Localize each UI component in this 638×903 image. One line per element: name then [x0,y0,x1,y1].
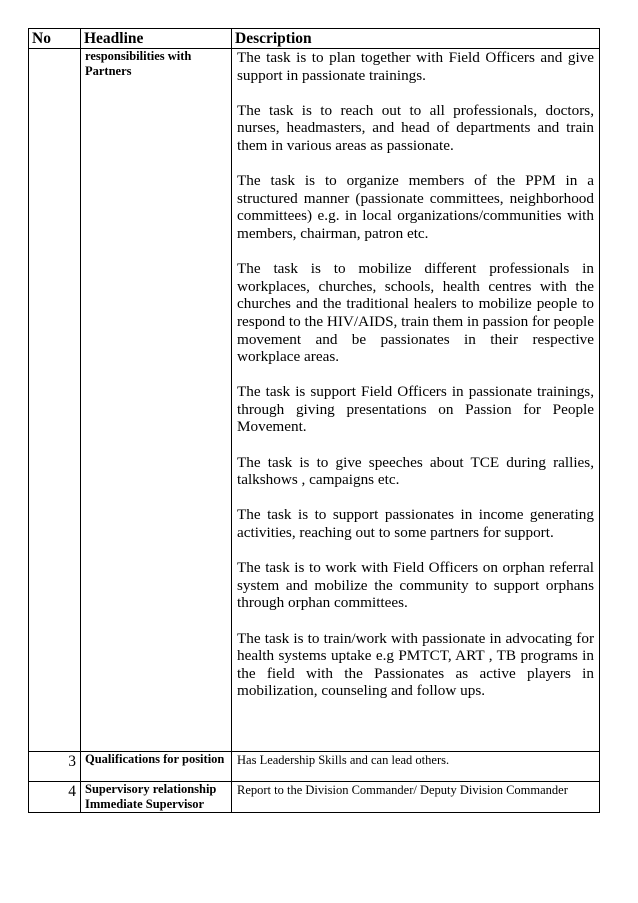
row-description [232,49,600,752]
row-description: Has Leadership Skills and can lead others. [232,752,600,782]
row-number [29,49,81,752]
description-paragraph: The task is to train/work with passionate in advocating for health systems uptake e.g PMTCT, ART , TB programs in the field with the Passionates as active players in mobilization, counseling and follow ups. [237,629,594,700]
header-headline: Headline [81,29,232,49]
table-row [29,49,600,752]
description-paragraph: The task is to plan together with Field Officers and give support in passionate trainings. [237,49,594,84]
description-paragraph: The task is to support passionates in income generating activities, reaching out to some partners for support. [237,506,594,542]
responsibilities-table [28,28,600,813]
row-description: Report to the Division Commander/ Deputy Division Commander [232,782,600,813]
description-paragraph: The task is to organize members of the PPM in a structured manner (passionate committees, neighborhood committees) e.g. in local organizations/communities with members, chairman, patron etc. [237,172,594,242]
row-number: 3 [29,752,81,782]
row-headline: responsibilities with Partners [81,49,232,752]
description-paragraph: The task is to reach out to all professionals, doctors, nurses, headmasters, and head of departments and train them in various areas as passionate. [237,101,594,154]
description-paragraph: The task is support Field Officers in passionate trainings, through giving presentations on Passion for People Movement. [237,383,594,436]
row-number: 4 [29,782,81,813]
header-no: No [29,29,81,49]
table-row [29,782,600,813]
row-headline: Supervisory relationship Immediate Supervisor [81,782,232,813]
row-headline: Qualifications for position [81,752,232,782]
description-paragraph: The task is to work with Field Officers on orphan referral system and mobilize the community to support orphans through orphan committees. [237,559,594,612]
table-row [29,752,600,782]
description-paragraph: The task is to give speeches about TCE during rallies, talkshows , campaigns etc. [237,453,594,489]
table-header-row [29,29,600,49]
description-paragraph: The task is to mobilize different professionals in workplaces, churches, schools, health centres with the churches and the traditional healers to mobilize people to respond to the HIV/AIDS, train them in passion for people movement and be passionates in their respective workplace areas. [237,260,594,366]
header-description: Description [232,29,600,49]
